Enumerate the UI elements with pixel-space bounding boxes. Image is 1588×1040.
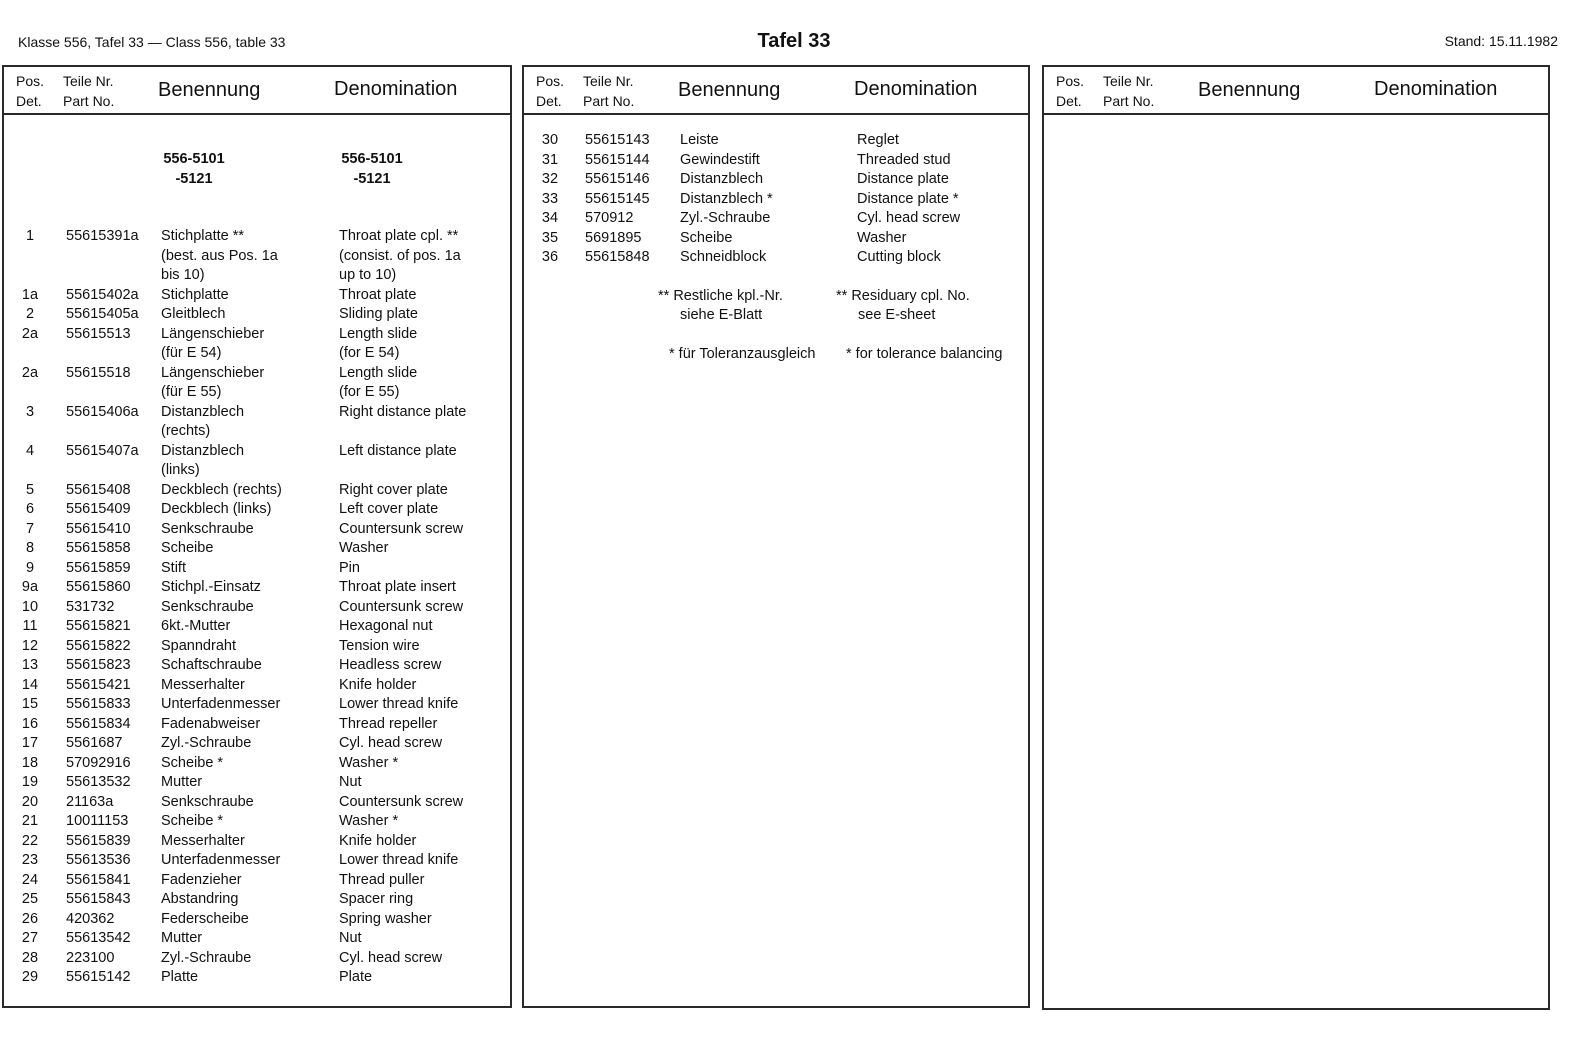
pos-cell: 21 [21, 813, 39, 829]
pos-cell: 20 [21, 793, 39, 810]
col-pos-header: Pos. Det. [1056, 73, 1085, 109]
benennung-cell: Gewindestift [680, 151, 760, 168]
denomination-cell: Sliding plate [339, 306, 418, 322]
document-class-label: Klasse 556, Tafel 33 — Class 556, table 33 [18, 34, 286, 50]
denomination-cell: Washer * [339, 813, 399, 829]
table-row [4, 734, 510, 754]
table-row [4, 422, 510, 442]
benennung-cell: Abstandring [161, 891, 239, 907]
part-number-cell: 55615142 [66, 969, 131, 985]
table-row [4, 949, 510, 969]
benennung-cell: Scheibe [161, 540, 214, 556]
col-benennung-header: Benennung [1198, 79, 1301, 101]
pos-cell: 15 [21, 696, 39, 712]
pos-cell: 28 [21, 949, 39, 966]
table-row [4, 617, 510, 637]
denomination-cell: Thread puller [339, 871, 425, 888]
benennung-cell: Spanndraht [161, 637, 236, 654]
denomination-cell: Cyl. head screw [339, 735, 443, 751]
denomination-cell: Countersunk screw [339, 598, 464, 615]
denomination-cell: (for E 54) [339, 345, 400, 361]
part-number-cell: 55615821 [66, 618, 131, 634]
table-row [524, 170, 1028, 190]
table-row [524, 151, 1028, 171]
denomination-cell: Countersunk screw [339, 793, 464, 810]
part-number-cell: 5691895 [585, 229, 642, 246]
denomination-cell: Right distance plate [339, 403, 467, 420]
part-number-cell: 55615843 [66, 891, 131, 907]
pos-cell: 10 [21, 598, 39, 615]
benennung-cell: Stichplatte ** [161, 228, 245, 244]
pos-cell: 16 [21, 715, 39, 732]
col-denomination-header: Denomination [854, 78, 978, 100]
note-residuary-l2: see E-sheet [858, 307, 936, 323]
pos-cell: 36 [541, 249, 559, 265]
parts-panel-1 [2, 65, 512, 1008]
parts-panel-3 [1042, 65, 1550, 1010]
benennung-cell: 6kt.-Mutter [161, 618, 231, 634]
panel-2-header [524, 67, 1028, 115]
part-number-cell: 10011153 [66, 813, 129, 829]
denomination-cell: Tension wire [339, 637, 420, 654]
part-number-cell: 55615402a [66, 286, 139, 303]
part-number-cell: 55615410 [66, 520, 131, 537]
pos-cell: 4 [25, 442, 35, 459]
table-row [4, 929, 510, 949]
panel-1-header [4, 67, 510, 115]
page-title: Tafel 33 [757, 30, 831, 52]
part-number-cell: 55615408 [66, 481, 131, 498]
pos-cell: 9 [25, 559, 35, 576]
pos-cell: 29 [21, 969, 39, 985]
benennung-cell: (best. aus Pos. 1a [161, 247, 278, 264]
table-row [524, 248, 1028, 268]
table-row [4, 266, 510, 286]
table-row [4, 461, 510, 481]
table-row [4, 773, 510, 793]
pos-cell: 35 [541, 229, 559, 246]
col-part-header: Teile Nr. Part No. [63, 73, 115, 109]
pos-cell: 12 [21, 637, 39, 654]
benennung-cell: Deckblech (rechts) [161, 481, 282, 498]
benennung-cell: Senkschraube [161, 793, 254, 810]
pos-cell: 7 [25, 520, 35, 537]
denomination-cell: Knife holder [339, 676, 417, 693]
benennung-cell: Mutter [161, 774, 203, 790]
denomination-cell: Right cover plate [339, 481, 448, 498]
table-row [4, 500, 510, 520]
part-number-cell: 55615145 [585, 190, 650, 207]
denomination-cell: Headless screw [339, 657, 442, 673]
part-number-cell: 55615822 [66, 637, 131, 654]
pos-cell: 24 [21, 871, 39, 888]
table-row [4, 227, 510, 247]
pos-cell: 2a [21, 364, 39, 381]
denomination-cell: Throat plate [339, 286, 417, 303]
group-benennung: 556-5101 -5121 [163, 151, 225, 187]
pos-cell: 2a [21, 325, 39, 342]
table-row [4, 637, 510, 657]
part-number-cell: 55615841 [66, 871, 131, 888]
benennung-cell: Stichpl.-Einsatz [161, 579, 261, 595]
benennung-cell: Messerhalter [161, 676, 245, 693]
benennung-cell: Federscheibe [161, 910, 249, 927]
denomination-cell: Cyl. head screw [857, 210, 961, 226]
part-number-cell: 55615848 [585, 249, 650, 265]
pos-cell: 14 [21, 676, 39, 693]
denomination-cell: Distance plate [857, 171, 949, 187]
table-row [4, 286, 510, 306]
benennung-cell: Messerhalter [161, 832, 245, 849]
table-row [4, 715, 510, 735]
pos-cell: 19 [21, 774, 39, 790]
benennung-cell: Zyl.-Schraube [680, 210, 771, 226]
part-number-cell: 55613532 [66, 774, 131, 790]
denomination-cell: Throat plate cpl. ** [339, 228, 459, 244]
denomination-cell: Throat plate insert [339, 579, 456, 595]
panel-3-header [1044, 67, 1548, 115]
denomination-cell: (consist. of pos. 1a [339, 247, 461, 264]
benennung-cell: (rechts) [161, 423, 211, 439]
table-row [4, 968, 510, 988]
denomination-cell: Washer [857, 229, 907, 246]
pos-cell: 26 [21, 910, 39, 927]
table-row [4, 403, 510, 423]
group-denomination: 556-5101 -5121 [341, 151, 403, 187]
benennung-cell: Scheibe * [161, 754, 224, 771]
table-row [4, 344, 510, 364]
pos-cell: 31 [541, 151, 559, 168]
benennung-cell: Zyl.-Schraube [161, 949, 252, 966]
part-number-cell: 55615860 [66, 579, 131, 595]
table-row [4, 559, 510, 579]
benennung-cell: (links) [161, 462, 200, 478]
benennung-cell: Unterfadenmesser [161, 852, 281, 868]
table-row [4, 383, 510, 403]
benennung-cell: (für E 54) [161, 345, 222, 361]
part-number-cell: 55615518 [66, 364, 131, 381]
col-denomination-header: Denomination [1374, 78, 1498, 100]
part-number-cell: 55615833 [66, 696, 131, 712]
col-denomination-header: Denomination [334, 78, 458, 100]
table-row [4, 656, 510, 676]
col-part-header: Teile Nr. Part No. [1103, 73, 1155, 109]
benennung-cell: Fadenabweiser [161, 715, 261, 732]
note-restliche-l1: ** Restliche kpl.-Nr. [658, 288, 783, 304]
table-row [4, 695, 510, 715]
benennung-cell: Zyl.-Schraube [161, 735, 252, 751]
parts-panel-2 [522, 65, 1030, 1008]
part-number-cell: 55615823 [66, 657, 131, 673]
table-row [4, 364, 510, 384]
table-row [524, 209, 1028, 229]
benennung-cell: Stift [161, 559, 186, 576]
denomination-cell: Distance plate * [857, 190, 959, 207]
part-number-cell: 55615406a [66, 403, 139, 420]
pos-cell: 1 [25, 228, 35, 244]
denomination-cell: Length slide [339, 325, 418, 342]
benennung-cell: Schaftschraube [161, 657, 262, 673]
part-number-cell: 55615143 [585, 132, 650, 148]
denomination-cell: Left distance plate [339, 442, 457, 459]
part-number-cell: 55615859 [66, 559, 131, 576]
denomination-cell: Left cover plate [339, 501, 439, 517]
benennung-cell: Scheibe * [161, 813, 224, 829]
part-number-cell: 21163a [66, 793, 114, 810]
benennung-cell: Längenschieber [161, 364, 265, 381]
table-row [4, 598, 510, 618]
benennung-cell: Senkschraube [161, 520, 254, 537]
note-tolerance: * for tolerance balancing [846, 346, 1003, 362]
denomination-cell: Length slide [339, 364, 418, 381]
part-number-cell: 55615391a [66, 228, 139, 244]
col-pos-header: Pos. Det. [536, 73, 565, 109]
pos-cell: 22 [21, 832, 39, 849]
table-row [4, 247, 510, 267]
pos-cell: 11 [22, 618, 38, 634]
pos-cell: 13 [21, 657, 39, 673]
benennung-cell: Distanzblech * [680, 190, 773, 207]
col-pos-header: Pos. Det. [16, 73, 45, 109]
benennung-cell: Scheibe [680, 229, 733, 246]
denomination-cell: Nut [339, 774, 362, 790]
benennung-cell: Leiste [680, 132, 719, 148]
pos-cell: 25 [21, 891, 39, 907]
denomination-cell: up to 10) [339, 267, 397, 283]
part-number-cell: 55615839 [66, 832, 131, 849]
part-number-cell: 531732 [66, 598, 115, 615]
denomination-cell: Thread repeller [339, 715, 438, 732]
pos-cell: 3 [25, 403, 35, 420]
part-number-cell: 420362 [66, 910, 115, 927]
benennung-cell: Distanzblech [680, 171, 764, 187]
denomination-cell: Spacer ring [339, 891, 414, 907]
document-date: Stand: 15.11.1982 [1444, 33, 1558, 49]
table-row [524, 131, 1028, 151]
col-benennung-header: Benennung [158, 79, 261, 101]
part-number-cell: 55615409 [66, 501, 131, 517]
denomination-cell: Pin [339, 559, 360, 576]
col-benennung-header: Benennung [678, 79, 781, 101]
pos-cell: 33 [541, 190, 559, 207]
part-number-cell: 55615421 [66, 676, 131, 693]
part-number-cell: 57092916 [66, 754, 131, 771]
table-row [4, 578, 510, 598]
part-number-cell: 55615834 [66, 715, 131, 732]
note-toleranz: * für Toleranzausgleich [669, 346, 816, 362]
part-number-cell: 55615858 [66, 540, 131, 556]
denomination-cell: Knife holder [339, 832, 417, 849]
part-number-cell: 5561687 [66, 735, 123, 751]
part-number-cell: 55615513 [66, 325, 131, 342]
table-row [4, 754, 510, 774]
table-row [4, 812, 510, 832]
table-row [4, 793, 510, 813]
pos-cell: 23 [21, 852, 39, 868]
col-part-header: Teile Nr. Part No. [583, 73, 635, 109]
benennung-cell: Deckblech (links) [161, 501, 272, 517]
benennung-cell: Distanzblech [161, 403, 245, 420]
table-row [4, 539, 510, 559]
benennung-cell: Gleitblech [161, 306, 226, 322]
denomination-cell: Cutting block [857, 249, 941, 265]
denomination-cell: Nut [339, 930, 362, 946]
part-number-cell: 55615405a [66, 306, 139, 322]
table-row [4, 442, 510, 462]
part-number-cell: 55615144 [585, 151, 650, 168]
denomination-cell: (for E 55) [339, 384, 400, 400]
pos-cell: 34 [541, 210, 559, 226]
denomination-cell: Spring washer [339, 910, 432, 927]
pos-cell: 6 [25, 501, 35, 517]
table-row [4, 910, 510, 930]
part-number-cell: 55613542 [66, 930, 131, 946]
part-number-cell: 570912 [585, 210, 634, 226]
benennung-cell: Fadenzieher [161, 871, 242, 888]
part-number-cell: 55613536 [66, 852, 131, 868]
table-row [4, 481, 510, 501]
table-row [4, 676, 510, 696]
pos-cell: 27 [21, 930, 39, 946]
denomination-cell: Washer * [339, 754, 399, 771]
denomination-cell: Reglet [857, 132, 899, 148]
part-number-cell: 55615407a [66, 442, 139, 459]
part-number-cell: 223100 [66, 949, 115, 966]
table-row [4, 851, 510, 871]
pos-cell: 5 [25, 481, 35, 498]
table-row [4, 832, 510, 852]
benennung-cell: Schneidblock [680, 249, 767, 265]
denomination-cell: Lower thread knife [339, 696, 459, 712]
denomination-cell: Countersunk screw [339, 520, 464, 537]
note-restliche-l2: siehe E-Blatt [680, 307, 763, 323]
benennung-cell: (für E 55) [161, 384, 222, 400]
benennung-cell: Mutter [161, 930, 203, 946]
denomination-cell: Washer [339, 540, 389, 556]
table-row [4, 325, 510, 345]
pos-cell: 2 [25, 306, 35, 322]
pos-cell: 1a [21, 286, 39, 303]
table-row [524, 190, 1028, 210]
pos-cell: 17 [21, 735, 39, 751]
benennung-cell: Stichplatte [161, 286, 229, 303]
denomination-cell: Hexagonal nut [339, 618, 433, 634]
pos-cell: 18 [21, 754, 39, 771]
table-row [4, 520, 510, 540]
benennung-cell: bis 10) [161, 267, 205, 283]
benennung-cell: Distanzblech [161, 442, 245, 459]
denomination-cell: Plate [339, 969, 373, 985]
table-row [524, 229, 1028, 249]
pos-cell: 32 [541, 171, 559, 187]
denomination-cell: Threaded stud [857, 151, 951, 168]
pos-cell: 9a [21, 579, 39, 595]
pos-cell: 30 [541, 132, 559, 148]
note-residuary-l1: ** Residuary cpl. No. [836, 288, 970, 304]
benennung-cell: Unterfadenmesser [161, 696, 281, 712]
benennung-cell: Längenschieber [161, 325, 265, 342]
pos-cell: 8 [25, 540, 35, 556]
part-number-cell: 55615146 [585, 171, 650, 187]
table-row [4, 890, 510, 910]
denomination-cell: Cyl. head screw [339, 949, 443, 966]
table-row [4, 871, 510, 891]
table-row [4, 305, 510, 325]
benennung-cell: Senkschraube [161, 598, 254, 615]
benennung-cell: Platte [161, 969, 199, 985]
denomination-cell: Lower thread knife [339, 852, 459, 868]
